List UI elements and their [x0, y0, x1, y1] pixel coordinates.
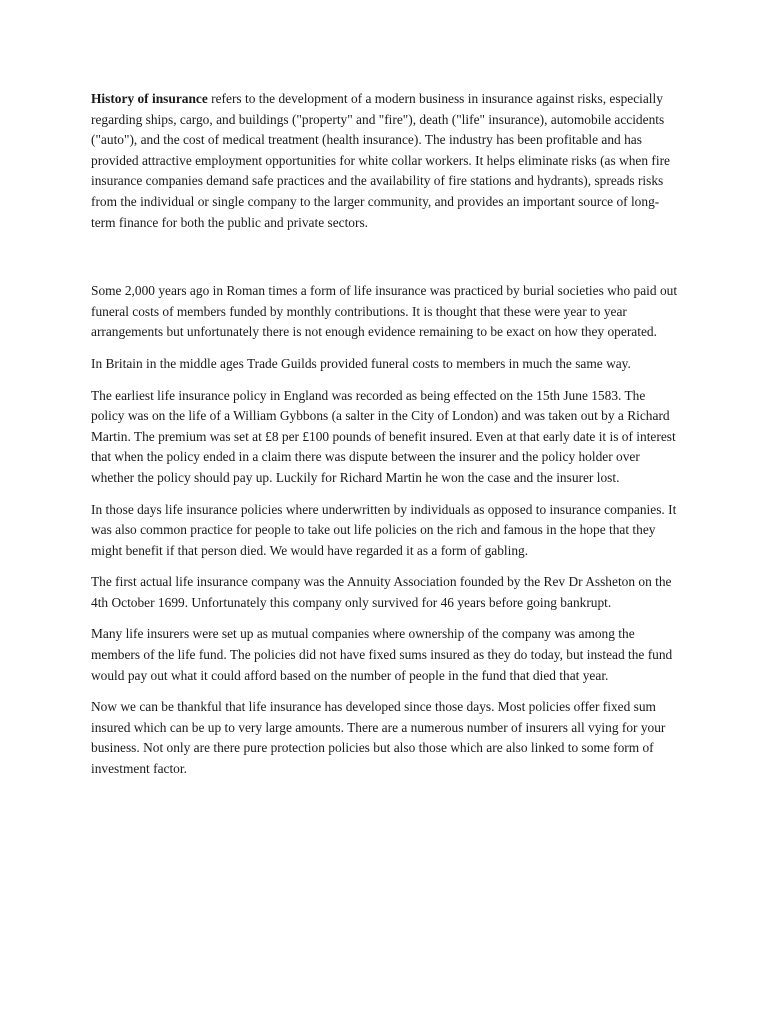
paragraph-individual-underwriters: In those days life insurance policies where underwritten by individuals as opposed to insurance companies. It was also common practice for people to take out life policies on the rich and famous in the hope that they might benefit if that person died. We would have regarded it as a form of gabling.	[91, 501, 677, 558]
paragraph-earliest-policy: The earliest life insurance policy in England was recorded as being effected on the 15th June 1583. The policy was on the life of a William Gybbons (a salter in the City of London) and was taken out by a Richard Martin. The premium was set at £8 per £100 pounds of benefit insured. Even at that early date it is of interest that when the policy ended in a claim there was dispute between the insurer and the policy holder over whether the policy should pay up. Luckily for Richard Martin he won the case and the insurer lost.	[91, 387, 676, 485]
intro-text: refers to the development of a modern business in insurance against risks, especially regarding ships, cargo, and buildings ("property" and "fire"), death ("life" insurance), automobile accidents ("auto"), and the cost of medical treatment (health insurance). The industry has been profitable and has provided attractive employment opportunities for white collar workers. It helps eliminate risks (as when fire insurance companies demand safe practices and the availability of fire stations and hydrants), spreads risks from the individual or single company to the larger community, and provides an important source of long-term finance for both the public and private sectors.	[91, 91, 670, 230]
document-page	[91, 89, 681, 791]
intro-paragraph	[91, 89, 681, 233]
paragraph-mutual-companies: Many life insurers were set up as mutual companies where ownership of the company was among the members of the life fund. The policies did not have fixed sums insured as they do today, but instead the fund would pay out what it could afford based on the number of people in the fund that died that year.	[91, 626, 673, 683]
paragraph-first-company: The first actual life insurance company was the Annuity Association founded by the Rev Dr Assheton on the 4th October 1699. Unfortunately this company only survived for 46 years before going bankrupt.	[91, 574, 672, 610]
paragraph-modern-insurance: Now we can be thankful that life insurance has developed since those days. Most policies offer fixed sum insured which can be up to very large amounts. There are a numerous number of insurers all vying for your business. Not only are there pure protection policies but also those which are also linked to some form of investment factor.	[91, 699, 666, 777]
paragraph-roman-times: Some 2,000 years ago in Roman times a form of life insurance was practiced by burial societies who paid out funeral costs of members funded by monthly contributions. It is thought that these were year to year arrangements but unfortunately there is not enough evidence remaining to be exact on how they operated.	[91, 283, 678, 340]
lead-term: History of insurance	[91, 91, 208, 106]
paragraph-trade-guilds: In Britain in the middle ages Trade Guilds provided funeral costs to members in much the same way.	[91, 355, 631, 371]
